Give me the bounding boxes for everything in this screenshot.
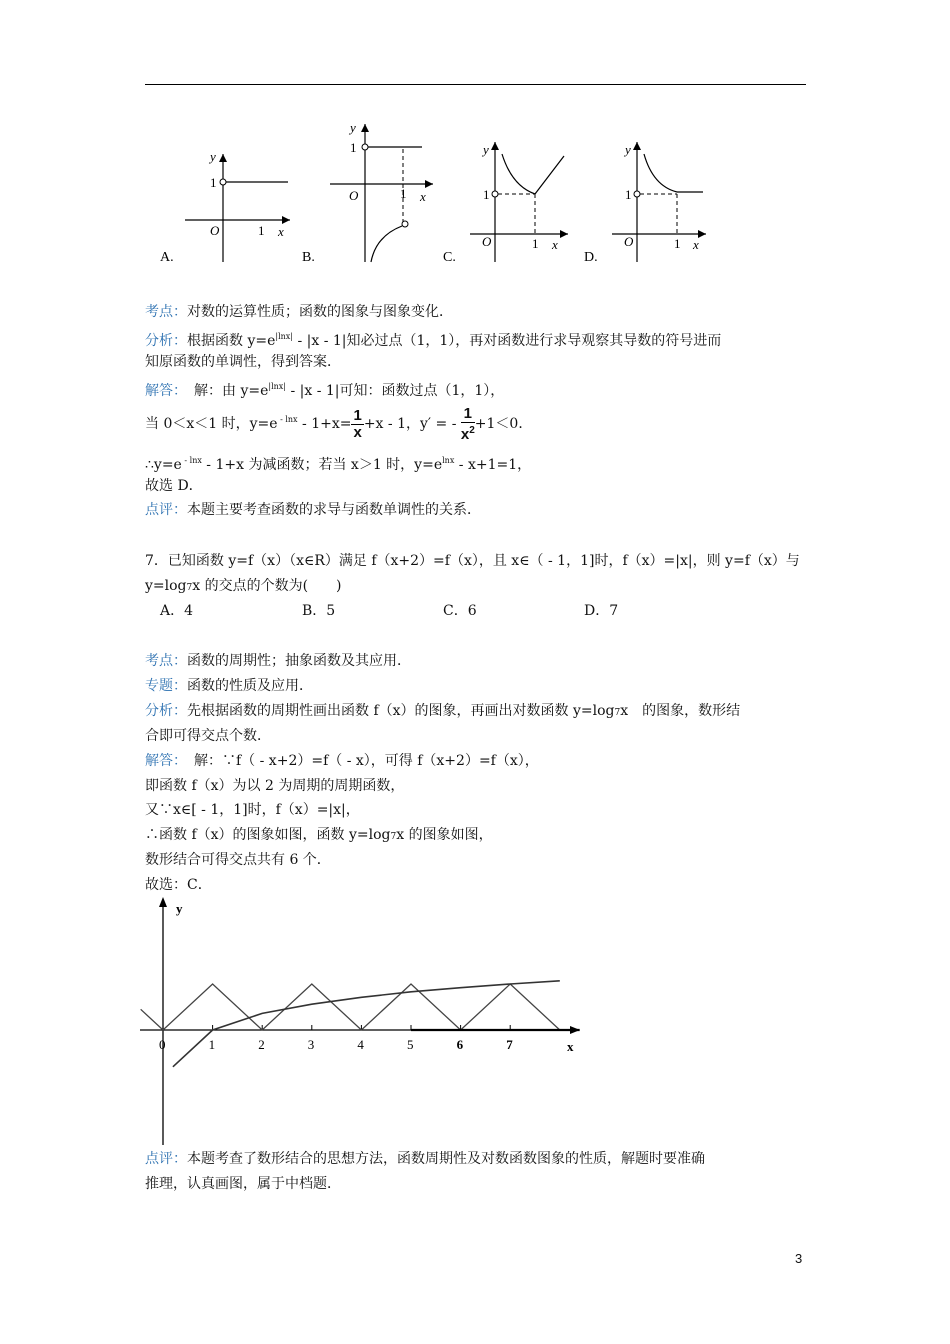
graph-c-x1: 1 (532, 236, 539, 251)
q6-line-2 (145, 404, 532, 443)
graph-a-ylabel: y (210, 149, 216, 164)
q7-dianping: 点评：本题考查了数形结合的思想方法，函数周期性及对数函数图象的性质，解题时要准确 (145, 1151, 705, 1167)
graph-d-option-label: D. (584, 250, 598, 265)
q6-jieda (145, 377, 504, 401)
graph-b-origin: O (349, 188, 359, 203)
x-axis-label: x (567, 1039, 574, 1054)
q6-kaodian (145, 302, 453, 322)
l2-c: +x - 1，y′ = - (363, 416, 461, 432)
q7-stem: 7．已知函数 y=f（x）（x∈R）满足 f（x+2）=f（x），且 x∈（ - 1，1]时，f（x）=|x|，则 y=f（x）与 (145, 553, 800, 569)
q7-stem-2: y=log7x 的交点的个数为( ) (145, 578, 342, 594)
x-tick-label: 6 (456, 1037, 464, 1052)
dianping-text: 本题主要考查函数的求导与函数单调性的关系． (187, 502, 481, 518)
header-rule (145, 84, 806, 85)
l2-sup: - lnx (277, 415, 298, 424)
answer-option-graphs (150, 112, 810, 272)
x-tick-label: 5 (407, 1037, 414, 1052)
l2-d: +1＜0． (474, 416, 533, 432)
graph-c-ylabel: y (483, 142, 489, 157)
graph-d-ylabel: y (625, 142, 631, 157)
graph-b-ylabel: y (350, 120, 356, 135)
graph-d-xlabel: x (693, 237, 699, 252)
q6-fenxi-2: 知原函数的单调性，得到答案． (145, 354, 341, 370)
y-axis-arrow (159, 897, 167, 907)
kaodian-text: 对数的运算性质；函数的图象与图象变化． (187, 304, 453, 320)
graph-d-x1: 1 (674, 236, 681, 251)
x-tick-label: 4 (357, 1037, 364, 1052)
page-number: 3 (795, 1251, 803, 1266)
fraction-1-over-x: $\frac{1}{x}$ (353, 406, 362, 441)
q6-dianping (145, 500, 481, 520)
q7-function-graph (140, 895, 590, 1150)
x-tick-label: 1 (208, 1037, 216, 1052)
periodic-function-line (141, 984, 560, 1030)
q7-fenxi-2: 合即可得交点个数． (145, 728, 271, 744)
q6-fenxi (145, 327, 721, 351)
fenxi-text: 根据函数 y=e (187, 333, 276, 349)
graph-c-y1: 1 (483, 187, 490, 202)
jieda-label: 解答： (145, 383, 180, 399)
q7-answer: 故选：C． (145, 877, 212, 893)
graph-series (141, 981, 580, 1067)
graph-d (584, 142, 706, 265)
graph-a (160, 149, 290, 265)
graph-a-xlabel: x (278, 224, 284, 239)
q6-line-3: ∴y=e $^{- lnx}$ - 1+x 为减函数；若当 x＞1 时，$y=e^{lnx} - x+1=1$， (145, 456, 532, 473)
graph-c-origin: O (482, 234, 492, 249)
graph-c-option-label: C. (443, 250, 456, 265)
l2-a: 当 0＜x＜1 时，y=e (145, 416, 278, 432)
jieda-sup: |lnx| (268, 382, 286, 391)
graph-a-x1: 1 (258, 223, 265, 238)
fenxi-label: 分析： (145, 333, 187, 349)
q7-kaodian: 考点：函数的周期性；抽象函数及其应用． (145, 653, 411, 669)
graph-b-option-label: B. (302, 250, 315, 265)
graph-a-y1: 1 (210, 175, 217, 190)
x-tick-label: 3 (307, 1037, 315, 1052)
graph-b-x1: 1 (400, 186, 407, 201)
y-axis-label: y (176, 901, 183, 916)
q7-fenxi: 分析：先根据函数的周期性画出函数 f（x）的图象，再画出对数函数 y=log7x 的图象，数形结 (145, 703, 741, 719)
q7-option-d: D．7 (584, 603, 619, 619)
x-tick-label: 2 (258, 1037, 265, 1052)
x-tick-label: 0 (159, 1037, 166, 1052)
q7-zhuanti: 专题：函数的性质及应用． (145, 678, 313, 694)
fraction-1-over-x-squared: $\frac{1}{x^2}$ (460, 404, 475, 443)
graph-axes (140, 897, 580, 1145)
fenxi-sup: |lnx| (275, 332, 293, 341)
graph-c-xlabel: x (552, 237, 558, 252)
graph-b (302, 120, 433, 265)
jieda-text-b: - |x - 1|可知：函数过点（1，1）， (286, 383, 505, 399)
q7-line-3: 又∵x∈[ - 1，1]时，f（x）=|x|， (145, 802, 360, 818)
kaodian-label: 考点： (145, 304, 187, 320)
dianping-label: 点评： (145, 502, 187, 518)
graph-a-origin: O (210, 223, 220, 238)
l2-b: - 1+x= (297, 416, 352, 432)
log-function-curve (173, 981, 560, 1067)
graph-b-y1: 1 (350, 140, 357, 155)
q7-line-2: 即函数 f（x）为以 2 为周期的周期函数， (145, 778, 405, 794)
q6-answer: 故选 D． (145, 478, 203, 494)
q7-option-b: B．5 (302, 603, 336, 619)
graph-c (443, 142, 568, 265)
fenxi-text-b: - |x - 1|知必过点（1，1），再对函数进行求导观察其导数的符号进而 (293, 333, 722, 349)
q7-jieda: 解答： 解：∵f（ - x+2）=f（ - x），可得 f（x+2）=f（x）， (145, 753, 539, 769)
graph-d-y1: 1 (625, 187, 632, 202)
q7-option-a: A．4 (160, 603, 194, 619)
x-tick-label: 7 (506, 1037, 513, 1052)
q7-line-5: 数形结合可得交点共有 6 个． (145, 852, 331, 868)
graph-a-option-label: A. (160, 250, 174, 265)
q7-line-4: ∴函数 f（x）的图象如图，函数 y=log7x 的图象如图， (145, 827, 493, 843)
graph-b-xlabel: x (420, 189, 426, 204)
q7-dianping-2: 推理，认真画图，属于中档题． (145, 1176, 341, 1192)
graph-d-origin: O (624, 234, 634, 249)
q7-option-c: C．6 (443, 603, 477, 619)
jieda-text: 解：由 y=e (180, 383, 269, 399)
